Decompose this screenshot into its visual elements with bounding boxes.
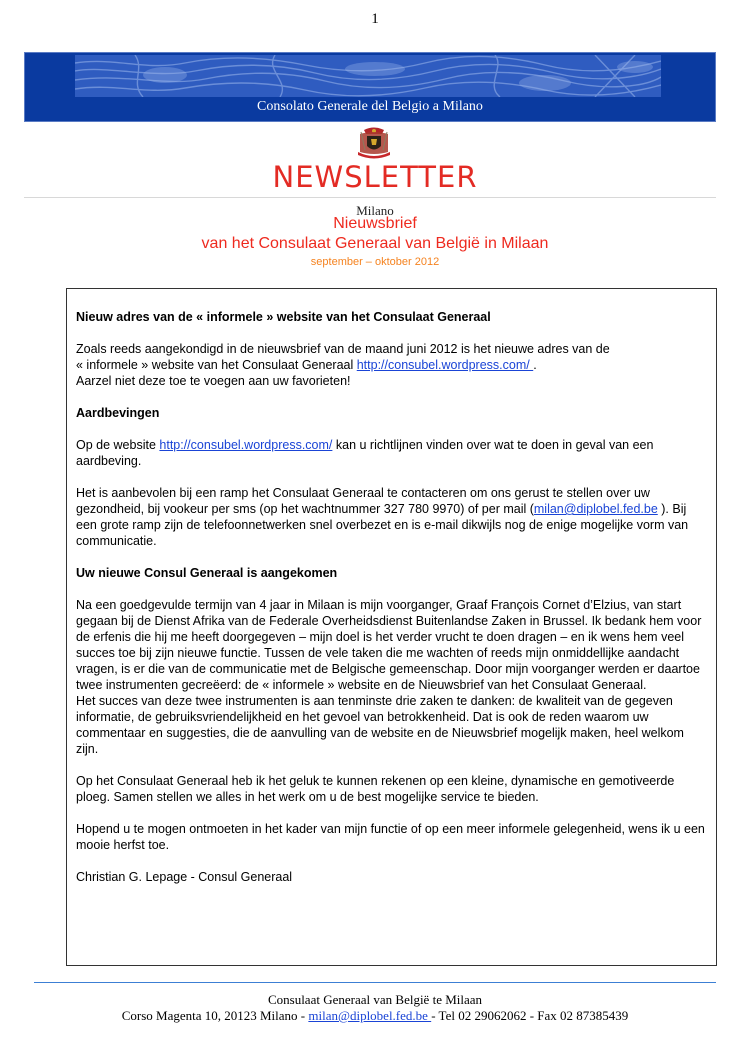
footer	[0, 992, 750, 1024]
paragraph-text: Op de website	[76, 438, 160, 452]
footer-title: Consulaat Generaal van België te Milaan	[267, 992, 483, 1007]
email-link[interactable]: milan@diplobel.fed.be	[533, 502, 658, 516]
section-paragraph: Hopend u te mogen ontmoeten in het kader van mijn functie of op een meer informele gelegenheid, wens ik u een mooie herfst toe.	[76, 822, 705, 852]
section-paragraph	[76, 437, 707, 469]
footer-address: Corso Magenta 10, 20123 Milano -	[121, 1008, 309, 1023]
newsletter-body	[66, 288, 717, 966]
section-heading: Nieuw adres van de « informele » website van het Consulaat Generaal	[76, 310, 491, 324]
paragraph-text: « informele » website van het Consulaat Generaal	[76, 358, 357, 372]
paragraph-text: kan u richtlijnen vinden over wat te doen in geval van een aardbeving.	[76, 438, 654, 468]
footer-contact	[0, 1008, 750, 1024]
paragraph-text: Aarzel niet deze toe te voegen aan uw favorieten!	[76, 374, 351, 388]
paragraph-text: .	[533, 358, 537, 372]
page-number: 1	[371, 11, 379, 27]
header-banner	[24, 52, 716, 122]
section-heading: Aardbevingen	[76, 406, 160, 420]
section-heading: Uw nieuwe Consul Generaal is aangekomen	[76, 566, 338, 580]
banner-marble-texture	[75, 55, 661, 97]
paragraph-text: Zoals reeds aangekondigd in de nieuwsbrief van de maand juni 2012 is het nieuwe adres van de	[76, 342, 610, 356]
newsletter-subtitle: Nieuwsbrief	[333, 215, 417, 232]
website-link[interactable]: http://consubel.wordpress.com/	[159, 438, 333, 452]
footer-email-link[interactable]: milan@diplobel.fed.be	[308, 1008, 432, 1023]
newsletter-title: NEWSLETTER	[272, 160, 478, 194]
paragraph-text: ). Bij een grote ramp zijn de telefoonnetwerken snel overbezet en is e-mail dikwijls nog de enige mogelijke vorm van communicatie.	[76, 502, 689, 548]
section-paragraph: Het succes van deze twee instrumenten is aan tenminste drie zaken te danken: de kwaliteit van de gegeven informatie, de gebruiksvriendelijkheid en het gevoel van betrokkenheid. Dat is ook de reden waarom uw commentaar en suggesties, die de aanvulling van de website en de Nieuwsbrief mogelijk maken, heel welkom zijn.	[76, 694, 684, 756]
belgian-coat-of-arms-icon	[356, 126, 392, 160]
newsletter-subtitle-long: van het Consulaat Generaal van België in Milaan	[201, 235, 549, 252]
divider	[24, 197, 716, 198]
section-paragraph	[76, 341, 707, 389]
paragraph-text: Het is aanbevolen bij een ramp het Consulaat Generaal te contacteren om ons gerust te stellen over uw gezondheid, bij vookeur per sms (op het wachtnummer 327 780 9970) of per mail (	[76, 486, 650, 516]
footer-divider	[34, 982, 716, 983]
footer-phone-fax: - Tel 02 29062062 - Fax 02 87385439	[431, 1008, 629, 1023]
issue-date: september – oktober 2012	[310, 256, 440, 268]
section-paragraph	[76, 485, 707, 549]
section-paragraph: Op het Consulaat Generaal heb ik het geluk te kunnen rekenen op een kleine, dynamische en gemotiveerde ploeg. Samen stellen we alles in het werk om u de best mogelijke service te bieden.	[76, 774, 675, 804]
signature: Christian G. Lepage - Consul Generaal	[76, 870, 293, 884]
website-link[interactable]: http://consubel.wordpress.com/	[356, 358, 534, 372]
banner-caption: Consolato Generale del Belgio a Milano	[257, 99, 483, 114]
city-label: Milano	[356, 203, 394, 218]
section-paragraph: Na een goedgevulde termijn van 4 jaar in Milaan is mijn voorganger, Graaf François Cornet d’Elzius, van start gegaan bij de Dienst Afrika van de Federale Overheidsdienst Buitenlandse Zaken in Brussel. Ik bedank hem voor de erfenis die hij me heeft doorgegeven – mijn doel is het verder vrucht te doen dragen – en ik wens hem veel succes toe bij zijn nieuwe functie. Tussen de vele taken die me wachten of reeds mijn onmiddellijke aandacht vragen, is er die van de communicatie met de Belgische gemeenschap. Door mijn voorganger werden er daartoe twee instrumenten gecreëerd: de « informele » website en de Nieuwsbrief van het Consulaat Generaal.	[76, 598, 702, 692]
